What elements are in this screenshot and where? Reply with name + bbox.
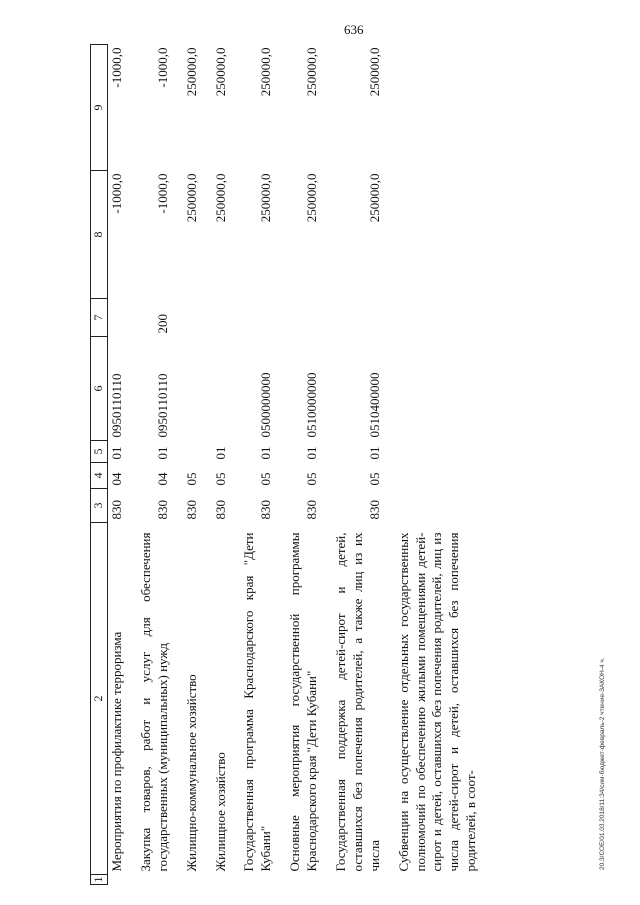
row-col-7: [231, 299, 277, 337]
row-col-1: [108, 875, 128, 885]
header-col-7: 7: [91, 299, 108, 337]
row-col-1: [203, 875, 232, 885]
row-col-6: 0510000000: [304, 372, 320, 438]
row-col-9: 250000,0: [212, 47, 228, 97]
row-col-8: 250000,0: [304, 173, 320, 223]
row-col-8: 250000,0: [258, 173, 274, 223]
budget-table-rotated: [90, 45, 596, 885]
row-name: Закупка товаров, работ и услуг для обеспечения государственных (муниципальных) нужд: [137, 532, 170, 872]
row-col-9: -1000,0: [109, 47, 124, 88]
row-col-8: -1000,0: [154, 173, 170, 214]
budget-table: [90, 44, 482, 885]
table-row: [323, 45, 386, 885]
document-footer-note: 20.3/СОЕ/01.03.2018/11:34/сим-бюджет-февраль-2 чтение-ЗАКОН-4 ч.: [599, 657, 606, 870]
row-col-9: 250000,0: [183, 47, 199, 97]
row-name: Субвенции на осуществление отдельных государственных полномочий по обеспечению жилыми помещениями детей-сирот и детей, оставшихся без попечения родителей, лиц из числа детей-сирот и детей, оставшихся без попечения родителей, в соот-: [395, 532, 479, 872]
row-col-9: [386, 45, 482, 171]
row-col-4: 05: [304, 472, 320, 486]
row-col-8: 250000,0: [366, 173, 382, 223]
row-col-5: 01: [154, 446, 170, 460]
row-col-6: 0950110110: [154, 373, 170, 438]
row-col-4: 05: [258, 472, 274, 486]
header-col-6: 6: [91, 337, 108, 441]
row-col-7: [174, 299, 203, 337]
row-col-6: 0510400000: [366, 372, 382, 438]
row-col-5: [174, 441, 203, 463]
table-row: [203, 45, 232, 885]
row-col-5: 01: [258, 446, 274, 460]
row-col-3: 830: [183, 500, 199, 520]
row-col-6: [174, 337, 203, 441]
header-col-5: 5: [91, 441, 108, 463]
row-col-3: [386, 489, 482, 523]
row-col-1: [386, 875, 482, 885]
row-col-8: 250000,0: [212, 173, 228, 223]
row-col-7: [386, 299, 482, 337]
table-row: [231, 45, 277, 885]
row-col-8: -1000,0: [109, 173, 124, 214]
row-col-8: 250000,0: [183, 173, 199, 223]
row-col-3: 830: [212, 500, 228, 520]
row-col-4: [386, 463, 482, 489]
row-col-1: [323, 875, 386, 885]
row-col-4: 04: [109, 472, 124, 486]
row-col-3: 830: [154, 500, 170, 520]
row-col-4: 05: [183, 472, 199, 486]
row-col-5: [386, 441, 482, 463]
row-col-3: 830: [258, 500, 274, 520]
table-row: [174, 45, 203, 885]
table-row: [108, 45, 128, 885]
row-col-7: [108, 299, 128, 337]
row-col-3: 830: [304, 500, 320, 520]
table-header-row: [91, 45, 108, 885]
header-col-3: 3: [91, 489, 108, 523]
table-row: [128, 45, 174, 885]
row-col-4: 04: [154, 472, 170, 486]
header-col-2: 2: [91, 523, 108, 875]
row-col-9: -1000,0: [154, 47, 170, 88]
row-col-7: 200: [154, 314, 170, 334]
row-col-3: 830: [109, 500, 124, 520]
row-col-5: 01: [366, 446, 382, 460]
row-col-1: [128, 875, 174, 885]
row-col-9: 250000,0: [258, 47, 274, 97]
row-col-7: [203, 299, 232, 337]
row-col-8: [386, 171, 482, 299]
page-number: 636: [344, 22, 364, 37]
row-col-6: [386, 337, 482, 441]
row-col-9: 250000,0: [366, 47, 382, 97]
row-col-5: 01: [304, 446, 320, 460]
row-col-5: 01: [109, 446, 124, 460]
table-row: [277, 45, 323, 885]
header-col-4: 4: [91, 463, 108, 489]
row-name: Основные мероприятия государственной программы Краснодарского края "Дети Кубани": [287, 532, 320, 872]
row-col-1: [174, 875, 203, 885]
row-col-6: 0500000000: [258, 372, 274, 438]
row-col-7: [323, 299, 386, 337]
header-col-8: 8: [91, 171, 108, 299]
row-name: Жилищное хозяйство: [212, 752, 228, 872]
row-col-4: 05: [366, 472, 382, 486]
row-name: Государственная программа Краснодарского края "Дети Кубани": [241, 532, 274, 872]
row-col-6: [203, 337, 232, 441]
row-col-5: 01: [212, 446, 228, 460]
row-col-6: 0950110110: [109, 373, 124, 438]
row-col-1: [277, 875, 323, 885]
row-name: Государственная поддержка детей-сирот и детей, оставшихся без попечения родителей, а также лиц из их числа: [333, 532, 382, 872]
row-name: Мероприятия по профилактике терроризма: [109, 631, 124, 872]
header-col-1: 1: [91, 875, 108, 885]
header-col-9: 9: [91, 45, 108, 171]
row-col-1: [231, 875, 277, 885]
row-col-9: 250000,0: [304, 47, 320, 97]
row-col-3: 830: [366, 500, 382, 520]
row-col-4: 05: [212, 472, 228, 486]
table-row: [386, 45, 482, 885]
row-name: Жилищно-коммунальное хозяйство: [183, 674, 199, 872]
row-col-7: [277, 299, 323, 337]
